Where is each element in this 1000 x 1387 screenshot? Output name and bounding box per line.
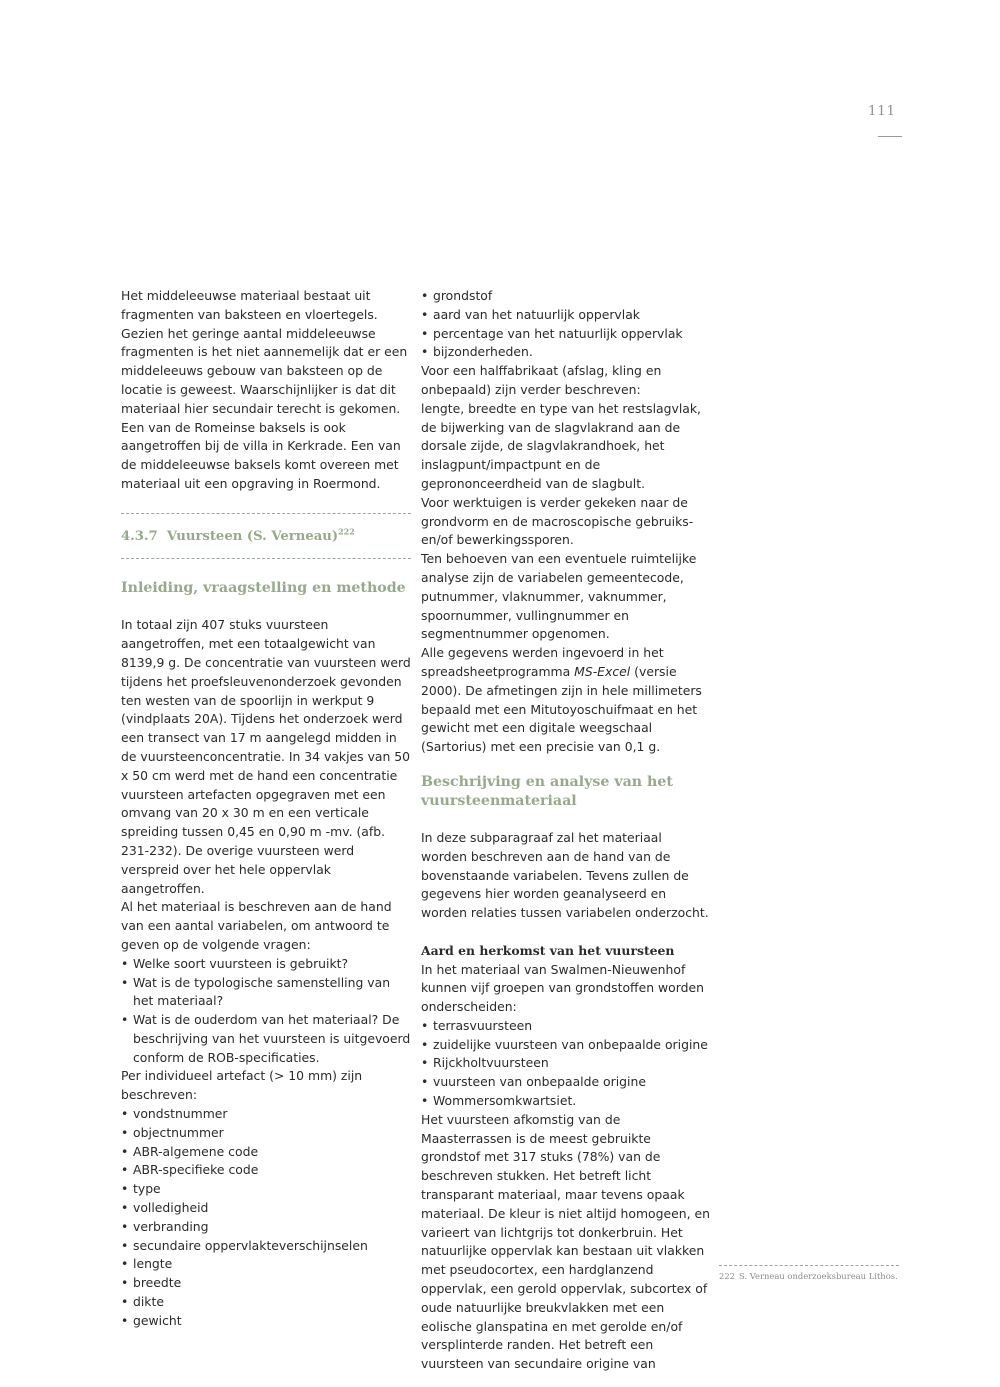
paragraph: Het vuursteen afkomstig van de Maasterrassen is de meest gebruikte grondstof met 317 stuks (78%) van de beschreven stukken. Het betreft licht transparant materiaal, maar tevens opaak materiaal. De kleur is niet altijd homogeen, en varieert van lichtgrijs tot donkerbruin. Het natuurlijke oppervlak kan bestaan uit vlakken met pseudocortex, een hardglanzend oppervlak, een gerold oppervlak, subcortex of oude natuurlijke breukvlakken met een eolische glanspatina en met gerolde en/of versplinterde randen. Het betreft een vuursteen van secundaire origine van bbox=[421, 1111, 710, 1372]
list-item: • terrasvuursteen bbox=[421, 1017, 711, 1036]
paragraph: In het materiaal van Swalmen-Nieuwenhof kunnen vijf groepen van grondstoffen worden onderscheiden: bbox=[421, 961, 704, 1015]
variable-list-continued bbox=[421, 287, 711, 362]
paragraph: lengte, breedte en type van het restslagvlak, de bijwerking van de slagvlakrand aan de dorsale zijde, de slagvlakrandhoek, het inslagpunt/impactpunt en de geprononceerdheid van de slagbult. bbox=[421, 400, 701, 491]
paragraph: Al het materiaal is beschreven aan de hand van een aantal variabelen, om antwoord te geven op de volgende vragen: bbox=[121, 899, 392, 952]
variable-list bbox=[121, 1105, 411, 1331]
list-item: • vondstnummer bbox=[121, 1105, 411, 1124]
footnote-number: 222 bbox=[719, 1271, 735, 1281]
list-item: • gewicht bbox=[121, 1312, 411, 1331]
footnote-text: S. Verneau onderzoeksbureau Lithos. bbox=[739, 1271, 898, 1281]
list-item: • breedte bbox=[121, 1274, 411, 1293]
list-item: • Wat is de ouderdom van het materiaal? De beschrijving van het vuursteen is uitgevoerd conform de ROB-specificaties. bbox=[121, 1011, 411, 1067]
paragraph: Per individueel artefact (> 10 mm) zijn beschreven: bbox=[121, 1068, 363, 1103]
list-item: • Wat is de typologische samenstelling van het materiaal? bbox=[121, 974, 411, 1012]
paragraph: Het middeleeuwse materiaal bestaat uit fragmenten van baksteen en vloertegels. Gezien het geringe aantal middeleeuwse fragmenten is het niet aannemelijk dat er een middeleeuws gebouw van baksteen op de locatie is geweest. Waarschijnlijker is dat dit materiaal hier secundair terecht is gekomen. bbox=[121, 288, 408, 416]
list-item: • lengte bbox=[121, 1255, 411, 1274]
paragraph: Voor een halffabrikaat (afslag, kling en onbepaald) zijn verder beschreven: bbox=[421, 363, 662, 397]
list-item: • volledigheid bbox=[121, 1199, 411, 1218]
list-item: • ABR-algemene code bbox=[121, 1143, 411, 1162]
paragraph: In totaal zijn 407 stuks vuursteen aangetroffen, met een totaalgewicht van 8139,9 g. De concentratie van vuursteen werd tijdens het proefsleuvenonderzoek gevonden ten westen van de spoorlijn in werkput 9 (vindplaats 20A). Tijdens het onderzoek werd een transect van 17 m aangelegd midden in de vuursteenconcentratie. In 34 vakjes van 50 x 50 cm werd met de hand een concentratie vuursteen artefacten opgegraven met een omvang van 20 x 30 m en een verticale spreiding tussen 0,45 en 0,90 m -mv. (afb. 231-232). De overige vuursteen werd verspreid over het hele oppervlak aangetroffen. bbox=[121, 617, 411, 896]
section-title: Vuursteen (S. Verneau) bbox=[166, 528, 339, 544]
footnote-rule bbox=[719, 1265, 899, 1266]
list-item: • grondstof bbox=[421, 287, 711, 306]
paragraph: Ten behoeven van een eventuele ruimtelijke analyse zijn de variabelen gemeentecode, putnummer, vlaknummer, vaknummer, spoornummer, vullingnummer en segmentnummer opgenomen. bbox=[421, 551, 697, 642]
list-item: • type bbox=[121, 1180, 411, 1199]
list-item: • dikte bbox=[121, 1293, 411, 1312]
list-item: • percentage van het natuurlijk oppervlak bbox=[421, 325, 711, 344]
paragraph: In deze subparagraaf zal het materiaal worden beschreven aan de hand van de bovenstaande variabelen. Tevens zullen de gegevens hier worden geanalyseerd en worden relaties tussen variabelen onderzocht. bbox=[421, 829, 709, 921]
section-rule-bottom bbox=[121, 558, 411, 559]
list-item: • objectnummer bbox=[121, 1124, 411, 1143]
list-item: • Rijckholtvuursteen bbox=[421, 1054, 711, 1073]
column-left bbox=[121, 287, 411, 1331]
list-item: • vuursteen van onbepaalde origine bbox=[421, 1073, 711, 1092]
text-run: (versie 2000). De afmetingen zijn in hele millimeters bepaald met een Mitutoyoschuifmaat en het gewicht met een digitale weegschaal (Sartorius) met een precisie van 0,1 g. bbox=[421, 663, 702, 755]
footnote-ref: 222 bbox=[338, 526, 355, 537]
paragraph bbox=[421, 644, 711, 757]
section-number: 4.3.7 bbox=[121, 528, 158, 544]
software-name: MS-Excel bbox=[574, 663, 631, 679]
list-item: • aard van het natuurlijk oppervlak bbox=[421, 306, 711, 325]
group-list bbox=[421, 1017, 711, 1111]
list-item: • Welke soort vuursteen is gebruikt? bbox=[121, 955, 411, 974]
list-item: • verbranding bbox=[121, 1218, 411, 1237]
section-heading bbox=[121, 514, 411, 559]
paragraph: Voor werktuigen is verder gekeken naar de grondvorm en de macroscopische gebruiks- en/of bewerkingssporen. bbox=[421, 494, 694, 548]
page-number: 111 bbox=[868, 104, 896, 119]
list-item: • Wommersomkwartsiet. bbox=[421, 1092, 711, 1111]
list-item: • ABR-specifieke code bbox=[121, 1161, 411, 1180]
list-item: • bijzonderheden. bbox=[421, 343, 711, 362]
list-item: • secundaire oppervlakteverschijnselen bbox=[121, 1237, 411, 1256]
subheading: Beschrijving en analyse van het vuursteenmateriaal bbox=[421, 773, 673, 809]
subheading: Inleiding, vraagstelling en methode bbox=[121, 580, 406, 597]
paragraph: Een van de Romeinse baksels is ook aangetroffen bij de villa in Kerkrade. Een van de middeleeuwse baksels komt overeen met materiaal uit een opgraving in Roermond. bbox=[121, 419, 401, 491]
small-heading: Aard en herkomst van het vuursteen bbox=[421, 942, 675, 958]
page-number-rule bbox=[878, 136, 902, 137]
list-item: • zuidelijke vuursteen van onbepaalde origine bbox=[421, 1036, 711, 1055]
footnote bbox=[719, 1271, 909, 1281]
text-run: Alle gegevens werden ingevoerd in het spreadsheetprogramma bbox=[421, 645, 664, 679]
column-right bbox=[421, 287, 711, 1374]
question-list bbox=[121, 955, 411, 1068]
